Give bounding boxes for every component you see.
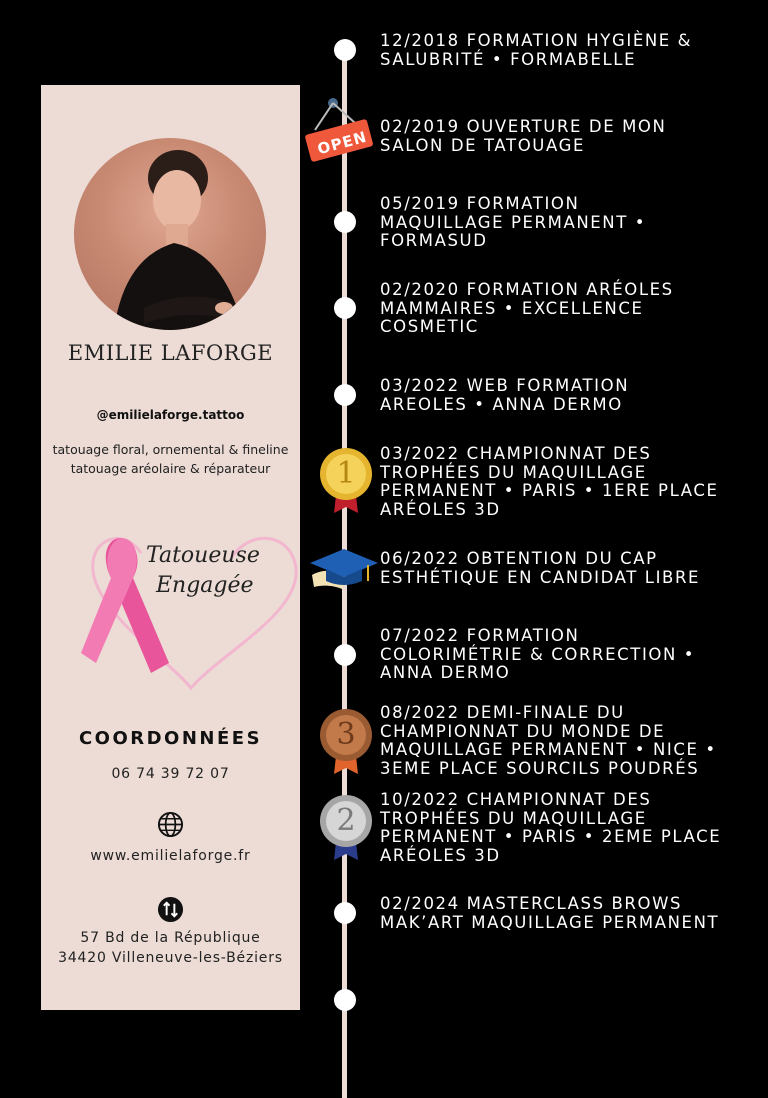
timeline-dot xyxy=(334,39,356,61)
timeline-event: 12/2018 FORMATION HYGIÈNE & SALUBRITÉ • FORMABELLE xyxy=(380,31,693,69)
specialty-line-2: tatouage aréolaire & réparateur xyxy=(70,461,271,476)
profile-photo xyxy=(74,138,266,330)
globe-icon xyxy=(157,811,184,838)
medal-number: 3 xyxy=(336,717,356,752)
timeline-dot xyxy=(334,384,356,406)
timeline-dot xyxy=(334,902,356,924)
location-arrows-icon xyxy=(157,896,184,923)
timeline-dot xyxy=(334,211,356,233)
timeline-event: 03/2022 CHAMPIONNAT DES TROPHÉES DU MAQUILLAGE PERMANENT • PARIS • 1ERE PLACE ARÉOLES 3D xyxy=(380,444,719,519)
timeline-event: 03/2022 WEB FORMATION AREOLES • ANNA DERMO xyxy=(380,376,630,414)
timeline-event: 02/2019 OUVERTURE DE MON SALON DE TATOUAGE xyxy=(380,117,667,155)
gold-medal-icon xyxy=(318,447,374,517)
timeline-event: 02/2020 FORMATION ARÉOLES MAMMAIRES • EXCELLENCE COSMETIC xyxy=(380,280,674,336)
timeline-event: 07/2022 FORMATION COLORIMÉTRIE & CORRECTION • ANNA DERMO xyxy=(380,626,696,682)
open-sign-label: OPEN xyxy=(315,127,370,159)
medal-number: 1 xyxy=(336,456,356,491)
open-sign-icon xyxy=(305,98,377,168)
instagram-handle[interactable]: @emilielaforge.tattoo xyxy=(96,408,245,422)
profile-panel xyxy=(41,85,300,1010)
timeline-dot xyxy=(334,644,356,666)
address-line-2: 34420 Villeneuve-les-Béziers xyxy=(58,950,283,966)
timeline-event: 05/2019 FORMATION MAQUILLAGE PERMANENT • FORMASUD xyxy=(380,194,647,250)
timeline-dot xyxy=(334,989,356,1011)
timeline-event: 06/2022 OBTENTION DU CAP ESTHÉTIQUE EN CANDIDAT LIBRE xyxy=(380,549,701,587)
medal-number: 2 xyxy=(336,803,356,838)
silver-medal-icon xyxy=(318,794,374,864)
website-link[interactable]: www.emilielaforge.fr xyxy=(90,848,251,864)
badge-text-line-2: Engagée xyxy=(156,573,254,598)
timeline-event: 02/2024 MASTERCLASS BROWS MAK’ART MAQUILLAGE PERMANENT xyxy=(380,894,720,932)
badge-text-line-1: Tatoueuse xyxy=(146,543,260,568)
phone-number[interactable]: 06 74 39 72 07 xyxy=(111,766,230,782)
graduation-cap-icon xyxy=(308,545,380,597)
timeline-event: 08/2022 DEMI-FINALE DU CHAMPIONNAT DU MONDE DE MAQUILLAGE PERMANENT • NICE • 3EME PLACE SOURCILS POUDRÉS xyxy=(380,703,717,778)
timeline-dot xyxy=(334,297,356,319)
address-line-1: 57 Bd de la République xyxy=(80,930,261,946)
timeline-event: 10/2022 CHAMPIONNAT DES TROPHÉES DU MAQUILLAGE PERMANENT • PARIS • 2EME PLACE ARÉOLES 3D xyxy=(380,790,722,865)
contact-title: COORDONNÉES xyxy=(78,728,263,749)
bronze-medal-icon xyxy=(318,708,374,778)
specialty-line-1: tatouage floral, ornemental & fineline xyxy=(52,442,289,457)
profile-name: EMILIE LAFORGE xyxy=(67,341,274,365)
badge-logo xyxy=(81,523,311,693)
